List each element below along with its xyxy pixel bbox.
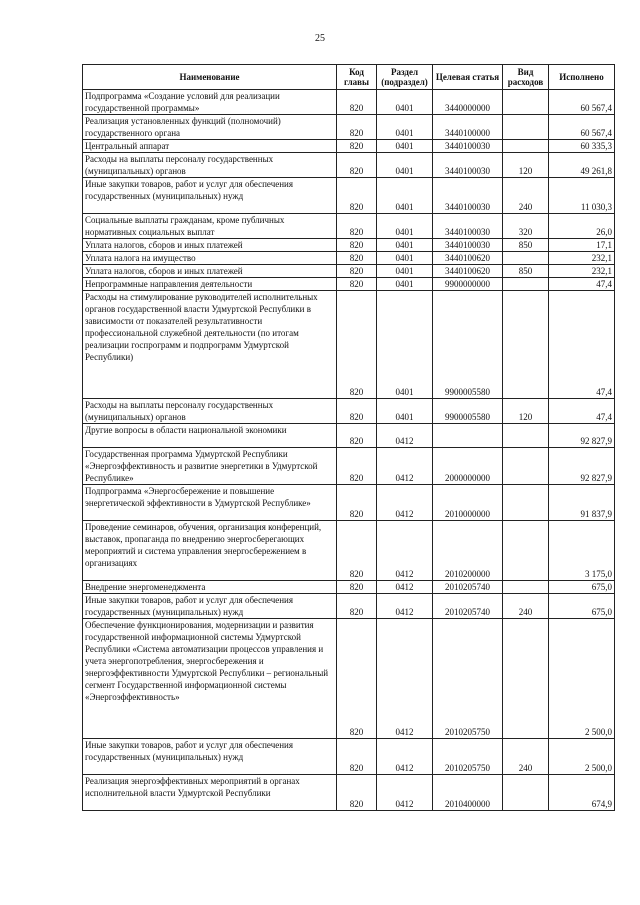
cell-expense-type: 240 bbox=[503, 739, 549, 775]
cell-section: 0401 bbox=[377, 239, 433, 252]
cell-executed: 26,0 bbox=[549, 214, 615, 239]
cell-expense-type bbox=[503, 448, 549, 485]
cell-name: Проведение семинаров, обучения, организация конференций, выставок, пропаганда по внедрению энергосберегающих мероприятий и система управления энергосбережением в организациях bbox=[83, 521, 337, 581]
cell-target: 2010200000 bbox=[433, 521, 503, 581]
cell-expense-type bbox=[503, 485, 549, 521]
cell-target: 9900005580 bbox=[433, 399, 503, 424]
cell-target: 3440100030 bbox=[433, 140, 503, 153]
cell-expense-type: 120 bbox=[503, 399, 549, 424]
cell-expense-type: 240 bbox=[503, 594, 549, 619]
table-row bbox=[83, 265, 615, 278]
cell-expense-type bbox=[503, 115, 549, 140]
cell-executed: 49 261,8 bbox=[549, 153, 615, 178]
table-row bbox=[83, 278, 615, 291]
cell-expense-type bbox=[503, 140, 549, 153]
cell-expense-type bbox=[503, 252, 549, 265]
cell-section: 0401 bbox=[377, 291, 433, 399]
cell-executed: 17,1 bbox=[549, 239, 615, 252]
cell-section: 0412 bbox=[377, 424, 433, 448]
cell-expense-type bbox=[503, 775, 549, 811]
cell-section: 0401 bbox=[377, 278, 433, 291]
table-row bbox=[83, 399, 615, 424]
cell-target: 3440100030 bbox=[433, 153, 503, 178]
cell-section: 0401 bbox=[377, 399, 433, 424]
table-row bbox=[83, 448, 615, 485]
page-number: 25 bbox=[315, 33, 325, 44]
cell-chapter: 820 bbox=[337, 291, 377, 399]
cell-expense-type bbox=[503, 581, 549, 594]
cell-chapter: 820 bbox=[337, 594, 377, 619]
cell-target: 2010400000 bbox=[433, 775, 503, 811]
table-header-row bbox=[83, 65, 615, 90]
cell-name: Уплата налога на имущество bbox=[83, 252, 337, 265]
cell-name: Реализация энергоэффективных мероприятий в органах исполнительной власти Удмуртской Республики bbox=[83, 775, 337, 811]
cell-name: Уплата налогов, сборов и иных платежей bbox=[83, 239, 337, 252]
cell-target: 9900005580 bbox=[433, 291, 503, 399]
table-row bbox=[83, 775, 615, 811]
cell-target: 2010205740 bbox=[433, 581, 503, 594]
cell-name: Обеспечение функционирования, модернизации и развития государственной информационной системы Удмуртской Республики «Система автоматизации процессов управления и учета энергопотребления, энергосбережения и энергоэффективности Удмуртской Республики – региональный сегмент Государственной информационной системы «Энергоэффективность» bbox=[83, 619, 337, 739]
cell-expense-type: 850 bbox=[503, 239, 549, 252]
table-row bbox=[83, 178, 615, 214]
cell-section: 0401 bbox=[377, 153, 433, 178]
cell-executed: 60 335,3 bbox=[549, 140, 615, 153]
table-row bbox=[83, 594, 615, 619]
cell-section: 0401 bbox=[377, 265, 433, 278]
table-row bbox=[83, 214, 615, 239]
cell-chapter: 820 bbox=[337, 178, 377, 214]
cell-executed: 674,9 bbox=[549, 775, 615, 811]
cell-section: 0401 bbox=[377, 178, 433, 214]
table-row bbox=[83, 90, 615, 115]
cell-target: 2010205740 bbox=[433, 594, 503, 619]
cell-name: Иные закупки товаров, работ и услуг для обеспечения государственных (муниципальных) нужд bbox=[83, 594, 337, 619]
cell-chapter: 820 bbox=[337, 775, 377, 811]
header-expense-type: Вид расходов bbox=[503, 65, 549, 90]
header-chapter: Код главы bbox=[337, 65, 377, 90]
cell-chapter: 820 bbox=[337, 214, 377, 239]
cell-name: Государственная программа Удмуртской Республики «Энергоэффективность и развитие энергетики в Удмуртской Республике» bbox=[83, 448, 337, 485]
cell-section: 0412 bbox=[377, 594, 433, 619]
cell-target: 3440100000 bbox=[433, 115, 503, 140]
cell-name: Центральный аппарат bbox=[83, 140, 337, 153]
cell-section: 0412 bbox=[377, 619, 433, 739]
cell-executed: 47,4 bbox=[549, 278, 615, 291]
table-row bbox=[83, 291, 615, 399]
cell-executed: 232,1 bbox=[549, 252, 615, 265]
cell-section: 0412 bbox=[377, 775, 433, 811]
table-row bbox=[83, 739, 615, 775]
budget-execution-table bbox=[82, 64, 615, 811]
cell-executed: 47,4 bbox=[549, 399, 615, 424]
cell-name: Внедрение энергоменеджмента bbox=[83, 581, 337, 594]
cell-target: 2010000000 bbox=[433, 485, 503, 521]
cell-name: Расходы на выплаты персоналу государственных (муниципальных) органов bbox=[83, 153, 337, 178]
cell-section: 0412 bbox=[377, 521, 433, 581]
cell-executed: 675,0 bbox=[549, 594, 615, 619]
table-row bbox=[83, 424, 615, 448]
cell-target: 3440000000 bbox=[433, 90, 503, 115]
header-executed: Исполнено bbox=[549, 65, 615, 90]
cell-target: 3440100620 bbox=[433, 252, 503, 265]
cell-section: 0412 bbox=[377, 448, 433, 485]
cell-expense-type: 240 bbox=[503, 178, 549, 214]
cell-executed: 2 500,0 bbox=[549, 739, 615, 775]
cell-executed: 2 500,0 bbox=[549, 619, 615, 739]
table-row bbox=[83, 140, 615, 153]
cell-chapter: 820 bbox=[337, 485, 377, 521]
cell-chapter: 820 bbox=[337, 115, 377, 140]
cell-expense-type: 850 bbox=[503, 265, 549, 278]
cell-executed: 60 567,4 bbox=[549, 90, 615, 115]
cell-executed: 11 030,3 bbox=[549, 178, 615, 214]
cell-expense-type: 320 bbox=[503, 214, 549, 239]
cell-executed: 3 175,0 bbox=[549, 521, 615, 581]
cell-chapter: 820 bbox=[337, 619, 377, 739]
table-body bbox=[83, 90, 615, 811]
table-row bbox=[83, 239, 615, 252]
cell-name: Другие вопросы в области национальной экономики bbox=[83, 424, 337, 448]
cell-expense-type bbox=[503, 619, 549, 739]
cell-expense-type bbox=[503, 521, 549, 581]
cell-chapter: 820 bbox=[337, 265, 377, 278]
cell-executed: 92 827,9 bbox=[549, 424, 615, 448]
table-row bbox=[83, 115, 615, 140]
cell-section: 0401 bbox=[377, 214, 433, 239]
cell-chapter: 820 bbox=[337, 521, 377, 581]
table-row bbox=[83, 619, 615, 739]
cell-executed: 60 567,4 bbox=[549, 115, 615, 140]
cell-target: 3440100030 bbox=[433, 239, 503, 252]
cell-chapter: 820 bbox=[337, 739, 377, 775]
cell-chapter: 820 bbox=[337, 448, 377, 485]
cell-chapter: 820 bbox=[337, 252, 377, 265]
cell-name: Реализация установленных функций (полномочий) государственного органа bbox=[83, 115, 337, 140]
cell-chapter: 820 bbox=[337, 90, 377, 115]
cell-executed: 92 827,9 bbox=[549, 448, 615, 485]
cell-section: 0412 bbox=[377, 739, 433, 775]
cell-target: 3440100030 bbox=[433, 178, 503, 214]
cell-target bbox=[433, 424, 503, 448]
cell-section: 0401 bbox=[377, 252, 433, 265]
header-target: Целевая статья bbox=[433, 65, 503, 90]
cell-target: 3440100620 bbox=[433, 265, 503, 278]
cell-section: 0401 bbox=[377, 140, 433, 153]
table-row bbox=[83, 581, 615, 594]
cell-executed: 675,0 bbox=[549, 581, 615, 594]
header-section: Раздел (подраздел) bbox=[377, 65, 433, 90]
cell-name: Иные закупки товаров, работ и услуг для обеспечения государственных (муниципальных) нужд bbox=[83, 178, 337, 214]
cell-name: Подпрограмма «Энергосбережение и повышение энергетической эффективности в Удмуртской Республике» bbox=[83, 485, 337, 521]
cell-section: 0412 bbox=[377, 485, 433, 521]
cell-chapter: 820 bbox=[337, 581, 377, 594]
cell-chapter: 820 bbox=[337, 399, 377, 424]
table-row bbox=[83, 153, 615, 178]
cell-name: Расходы на выплаты персоналу государственных (муниципальных) органов bbox=[83, 399, 337, 424]
cell-executed: 91 837,9 bbox=[549, 485, 615, 521]
cell-name: Подпрограмма «Создание условий для реализации государственной программы» bbox=[83, 90, 337, 115]
cell-name: Уплата налогов, сборов и иных платежей bbox=[83, 265, 337, 278]
cell-target: 3440100030 bbox=[433, 214, 503, 239]
cell-executed: 47,4 bbox=[549, 291, 615, 399]
table-row bbox=[83, 485, 615, 521]
cell-chapter: 820 bbox=[337, 140, 377, 153]
cell-expense-type bbox=[503, 424, 549, 448]
cell-target: 2010205750 bbox=[433, 619, 503, 739]
cell-target: 9900000000 bbox=[433, 278, 503, 291]
cell-expense-type bbox=[503, 291, 549, 399]
cell-section: 0401 bbox=[377, 90, 433, 115]
cell-chapter: 820 bbox=[337, 424, 377, 448]
cell-name: Социальные выплаты гражданам, кроме публичных нормативных социальных выплат bbox=[83, 214, 337, 239]
cell-expense-type bbox=[503, 90, 549, 115]
cell-chapter: 820 bbox=[337, 278, 377, 291]
header-name: Наименование bbox=[83, 65, 337, 90]
cell-expense-type bbox=[503, 278, 549, 291]
cell-section: 0412 bbox=[377, 581, 433, 594]
cell-chapter: 820 bbox=[337, 239, 377, 252]
cell-name: Непрограммные направления деятельности bbox=[83, 278, 337, 291]
cell-expense-type: 120 bbox=[503, 153, 549, 178]
cell-name: Иные закупки товаров, работ и услуг для обеспечения государственных (муниципальных) нужд bbox=[83, 739, 337, 775]
cell-executed: 232,1 bbox=[549, 265, 615, 278]
table-row bbox=[83, 252, 615, 265]
cell-chapter: 820 bbox=[337, 153, 377, 178]
cell-target: 2000000000 bbox=[433, 448, 503, 485]
cell-name: Расходы на стимулирование руководителей исполнительных органов государственной власти Удмуртской Республики в зависимости от показателей результативности профессиональной служебной деятельности (по итогам реализации госпрограмм и подпрограмм Удмуртской Республики) bbox=[83, 291, 337, 399]
cell-section: 0401 bbox=[377, 115, 433, 140]
table-row bbox=[83, 521, 615, 581]
cell-target: 2010205750 bbox=[433, 739, 503, 775]
